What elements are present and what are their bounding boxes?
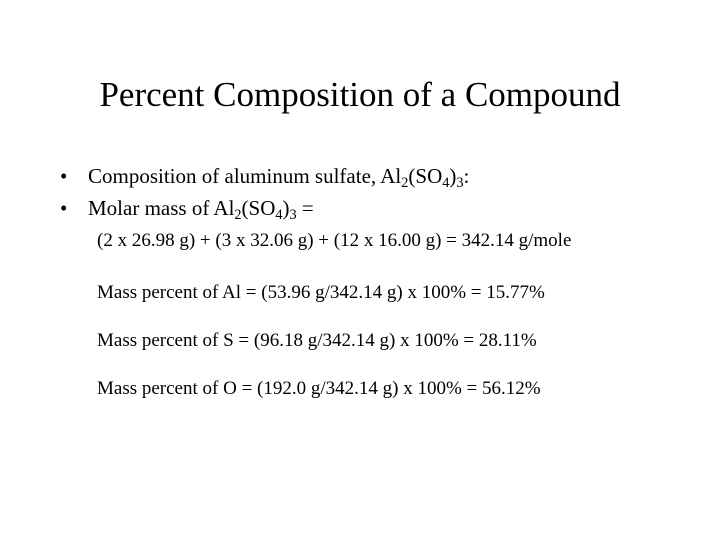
subscript: 4 — [275, 206, 283, 223]
subscript: 2 — [401, 174, 409, 191]
formula-part: = — [296, 196, 314, 220]
subscript: 3 — [456, 174, 464, 191]
formula-part: (SO — [408, 164, 443, 188]
subscript: 3 — [289, 206, 297, 223]
subscript: 4 — [442, 174, 450, 191]
formula-part: ) — [282, 196, 290, 220]
formula-part: : — [463, 164, 470, 188]
bullet-composition — [60, 163, 469, 189]
mass-percent-s: Mass percent of S = (96.18 g/342.14 g) x 100% = 28.11% — [97, 330, 537, 351]
subscript: 2 — [234, 206, 242, 223]
bullet-composition-text: Composition of aluminum sulfate, Al — [88, 164, 402, 188]
bullet-dot-icon: • — [60, 164, 68, 188]
formula-part: ) — [449, 164, 457, 188]
molar-mass-calculation: (2 x 26.98 g) + (3 x 32.06 g) + (12 x 16.00 g) = 342.14 g/mole — [97, 230, 572, 251]
bullet-molar-mass-text: Molar mass of Al — [88, 196, 235, 220]
mass-percent-o: Mass percent of O = (192.0 g/342.14 g) x 100% = 56.12% — [97, 378, 541, 399]
bullet-molar-mass — [60, 195, 314, 221]
formula-part: (SO — [241, 196, 276, 220]
mass-percent-al: Mass percent of Al = (53.96 g/342.14 g) x 100% = 15.77% — [97, 282, 545, 303]
bullet-dot-icon: • — [60, 196, 68, 220]
slide-title: Percent Composition of a Compound — [99, 75, 621, 114]
